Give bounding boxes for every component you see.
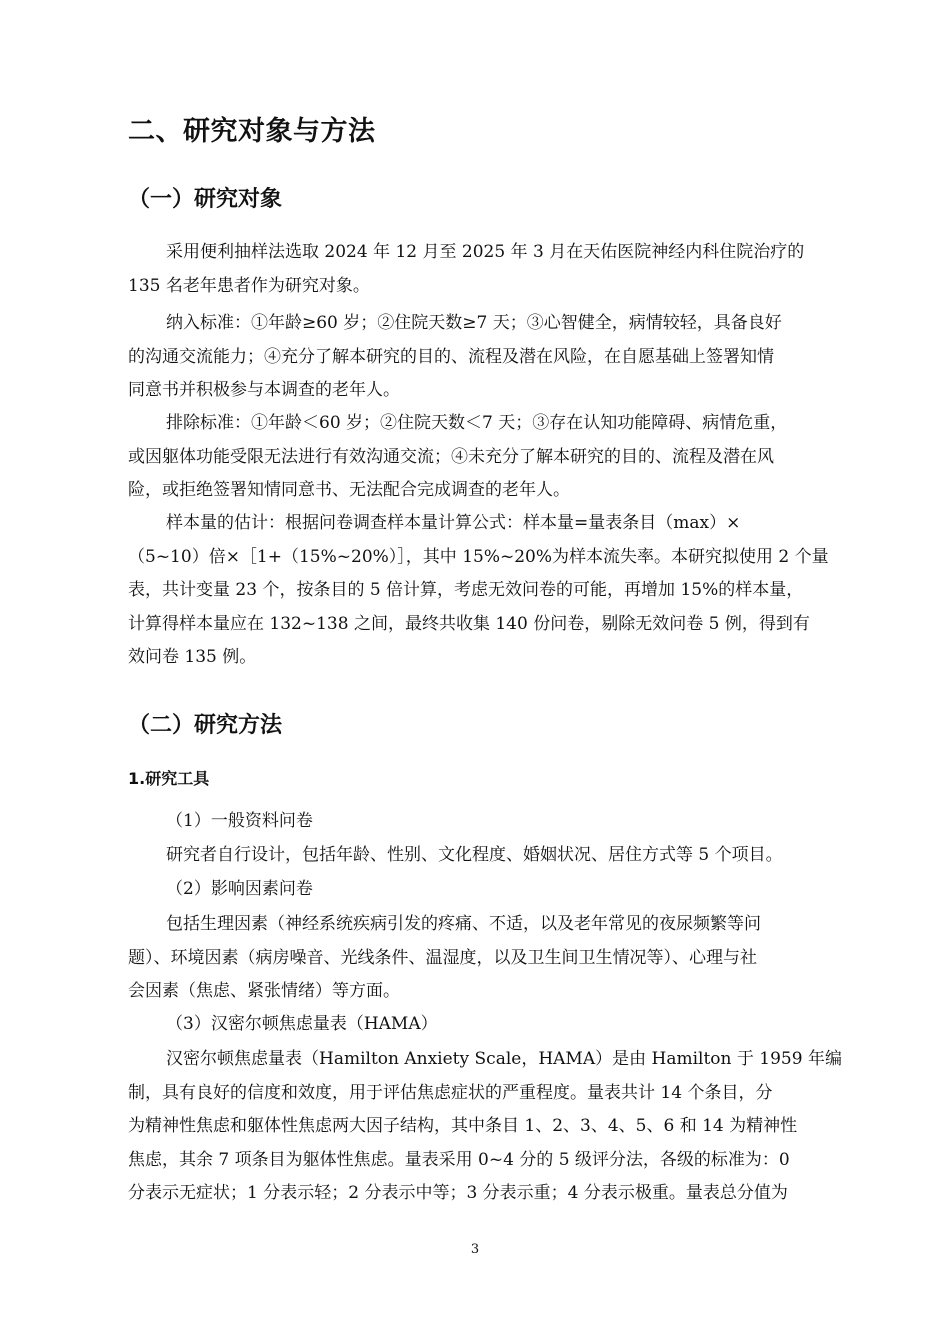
paragraph-line: 样本量的估计：根据问卷调查样本量计算公式：样本量=量表条目（max）× — [166, 513, 741, 533]
paragraph-line: 会因素（焦虑、紧张情绪）等方面。 — [128, 981, 400, 1001]
paragraph-line: 排除标准：①年龄＜60 岁；②住院天数＜7 天；③存在认知功能障碍、病情危重， — [166, 413, 788, 433]
item-2-title: （2）影响因素问卷 — [166, 879, 313, 899]
subsection-title-study-subjects: （一）研究对象 — [128, 187, 283, 212]
item-3-title: （3）汉密尔顿焦虑量表（HAMA） — [166, 1014, 438, 1034]
paragraph-line: 的沟通交流能力；④充分了解本研究的目的、流程及潜在风险，在自愿基础上签署知情 — [128, 346, 774, 367]
section-title: 二、研究对象与方法 — [128, 116, 376, 147]
paragraph-line: 同意书并积极参与本调查的老年人。 — [128, 380, 400, 400]
page-number: 3 — [470, 1242, 480, 1257]
paragraph-line: 计算得样本量应在 132~138 之间，最终共收集 140 份问卷，剔除无效问卷 5 例，得到有 — [128, 613, 810, 634]
paragraph-influencing-factors — [128, 908, 864, 1009]
paragraph-line: 135 名老年患者作为研究对象。 — [128, 275, 370, 296]
paragraph-line: 研究者自行设计，包括年龄、性别、文化程度、婚姻状况、居住方式等 5 个项目。 — [166, 845, 783, 865]
paragraph-exclusion-criteria — [128, 407, 864, 508]
paragraph-line: 包括生理因素（神经系统疾病引发的疼痛、不适，以及老年常见的夜尿频繁等问 — [166, 914, 761, 934]
subsection-title-study-methods: （二）研究方法 — [128, 713, 283, 738]
paragraph-line: 为精神性焦虑和躯体性焦虑两大因子结构，其中条目 1、2、3、4、5、6 和 14 为精神性 — [128, 1116, 798, 1136]
paragraph-line: 效问卷 135 例。 — [128, 647, 257, 667]
paragraph-line: （5~10）倍×［1+（15%~20%）］，其中 15%~20%为样本流失率。本研究拟使用 2 个量 — [128, 546, 829, 567]
paragraph-sample-size — [128, 507, 864, 675]
paragraph-line: 制，具有良好的信度和效度，用于评估焦虑症状的严重程度。量表共计 14 个条目，分 — [128, 1082, 773, 1103]
paragraph-hama — [128, 1043, 864, 1211]
paragraph-general-questionnaire — [128, 839, 864, 873]
paragraph-line: 分表示无症状；1 分表示轻；2 分表示中等；3 分表示重；4 分表示极重。量表总分值为 — [128, 1183, 788, 1203]
paragraph-line: 险，或拒绝签署知情同意书、无法配合完成调查的老年人。 — [128, 480, 570, 500]
item-1-title: （1）一般资料问卷 — [166, 811, 313, 831]
paragraph-sampling — [128, 236, 864, 303]
paragraph-line: 题）、环境因素（病房噪音、光线条件、温湿度，以及卫生间卫生情况等）、心理与社 — [128, 947, 757, 968]
paragraph-line: 表，共计变量 23 个，按条目的 5 倍计算，考虑无效问卷的可能，再增加 15%的样本量， — [128, 580, 804, 600]
paragraph-line: 或因躯体功能受限无法进行有效沟通交流；④未充分了解本研究的目的、流程及潜在风 — [128, 446, 774, 467]
paragraph-line: 纳入标准：①年龄≥60 岁；②住院天数≥7 天；③心智健全，病情较轻，具备良好 — [166, 313, 782, 333]
paragraph-line: 采用便利抽样法选取 2024 年 12 月至 2025 年 3 月在天佑医院神经内科住院治疗的 — [166, 242, 805, 262]
paragraph-line: 汉密尔顿焦虑量表（Hamilton Anxiety Scale，HAMA）是由 Hamilton 于 1959 年编 — [166, 1049, 842, 1069]
paragraph-line: 焦虑，其余 7 项条目为躯体性焦虑。量表采用 0~4 分的 5 级评分法，各级的标准为：0 — [128, 1149, 790, 1170]
tools-heading: 1.研究工具 — [128, 769, 210, 788]
paragraph-inclusion-criteria — [128, 307, 864, 408]
